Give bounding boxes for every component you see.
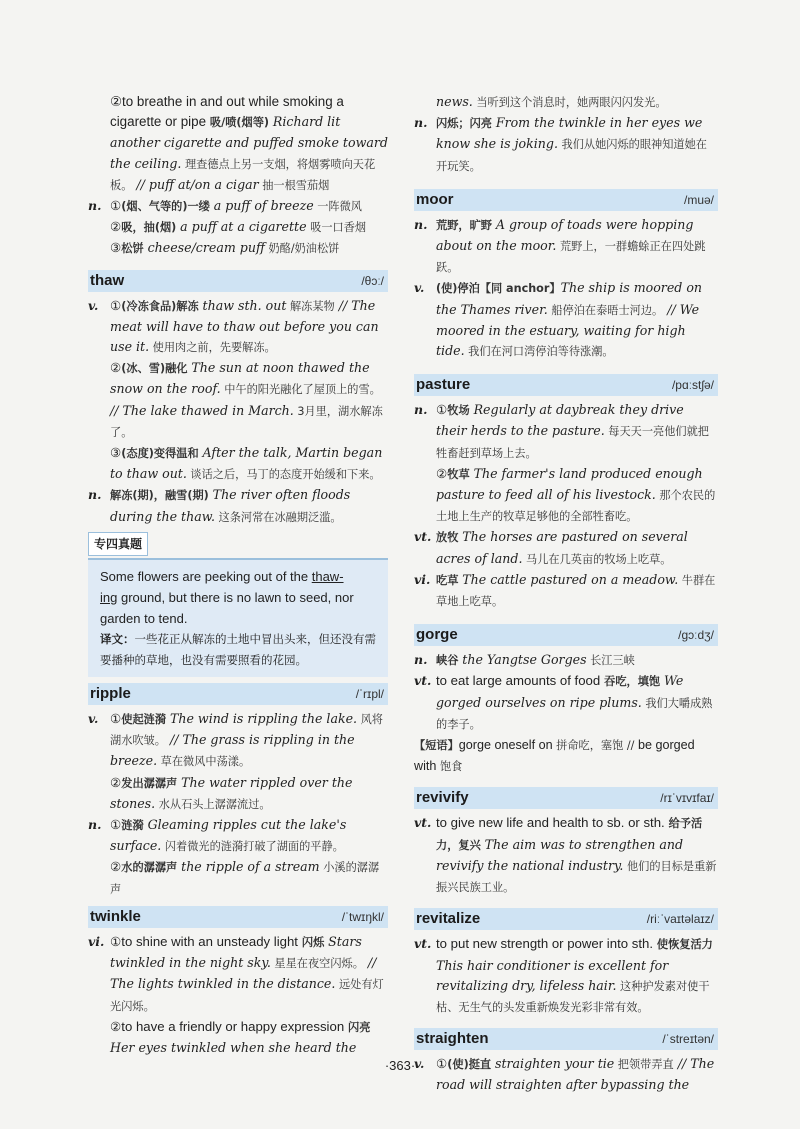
entry-header-ripple [88, 683, 388, 705]
entry-header-twinkle [88, 906, 388, 928]
phonetic: /ˈtwɪŋkl/ [341, 909, 384, 924]
puff-noun-senses: n. ①(烟、气等的)一缕 a puff of breeze 一阵微风 ②吸，抽(烟) a puff at a cigarette 吸一口香烟 ③松饼 cheese/cream puff 奶酪/奶油松饼 [88, 196, 388, 260]
page-number: ·363· [384, 1058, 416, 1073]
phonetic: /ˈrɪpl/ [355, 686, 384, 701]
phonetic: /gɔːdʒ/ [678, 628, 714, 643]
headword: twinkle [90, 907, 141, 925]
revitalize-vt-sense: vt. to put new strength or power into sth. 使恢复活力 This hair conditioner is excellent for revitalizing dry, lifeless hair. 这种护发素对使干枯、无生气的头发重新焕发光彩非常有效。 [414, 936, 713, 1014]
phonetic: /riːˈvaɪtəlaɪz/ [646, 912, 714, 927]
entry-header-thaw [88, 270, 388, 292]
pasture-noun-senses: n. ①牧场 Regularly at daybreak they drive their herds to the pasture. 每天天一亮他们就把牲畜赶到草场上去。 ②牧草 The farmer's land produced enough pasture to feed all of his livestock. 那个农民的土地上生产的牧草足够他的全部牲畜吃。 [414, 402, 716, 524]
headword: revivify [416, 789, 469, 807]
headword: revitalize [416, 910, 481, 928]
thaw-noun-sense: n. 解冻(期)，融雪(期) The river often floods during the thaw. 这条河常在冰融期泛滥。 [88, 487, 351, 524]
exam-box [88, 558, 388, 677]
moor-verb-sense: v. (使)停泊【同 anchor】The ship is moored on the Thames river. 船停泊在泰晤士河边。 // We moored in the estuary, waiting for high tide. 我们在河口湾停泊等待涨潮。 [414, 280, 703, 359]
puff-verb-sense-2: ②to breathe in and out while smoking a cigarette or pipe 吸/喷(烟等) Richard lit another cigarette and puffed smoke toward the ceiling. 理查德点上另一支烟，将烟雾喷向天花板。 // puff at/on a cigar 抽一根雪茄烟 [110, 94, 388, 192]
twinkle-verb-senses: vi. ①to shine with an unsteady light 闪烁 Stars twinkled in the night sky. 星星在夜空闪烁。 // The lights twinkled in the distance. 远处有灯光闪烁。 ②to have a friendly or happy expression 闪亮 Her eyes twinkled when she heard the [88, 933, 384, 1055]
headword: straighten [416, 1030, 489, 1047]
puff-noun-sense-2: ②吸，抽(烟) a puff at a cigarette 吸一口香烟 [110, 219, 367, 235]
straighten-verb-sense: v. ①(使)挺直 straighten your tie 把领带弄直 // The road will straighten after bypassing the [414, 1056, 715, 1093]
ripple-noun-senses: n. ①涟漪 Gleaming ripples cut the lake's surface. 闪着微光的涟漪打破了湖面的平静。 ②水的潺潺声 the ripple of a stream 小溪的潺潺声 [88, 817, 380, 896]
gorge-noun-sense: n. 峡谷 the Yangtse Gorges 长江三峡 [414, 652, 635, 668]
exam-tag: 专四真题 [88, 532, 148, 556]
phonetic: /ˈstreɪtən/ [662, 1032, 714, 1046]
twinkle-noun-sense: n. 闪烁；闪亮 From the twinkle in her eyes we know she is joking. 我们从她闪烁的眼神知道她在开玩笑。 [414, 115, 707, 173]
moor-noun-sense: n. 荒野，旷野 A group of toads were hopping about on the moor. 荒野上，一群蟾蜍正在四处跳跃。 [414, 216, 706, 275]
pasture-vt-sense: vt. 放牧 The horses are pastured on several acres of land. 马儿在几英亩的牧场上吃草。 [414, 529, 688, 566]
ripple-verb-senses: v. ①使起涟漪 The wind is rippling the lake. 风将湖水吹皱。 // The grass is rippling in the breeze. 草在微风中荡漾。 ②发出潺潺声 The water rippled over the stones. 水从石头上潺潺流过。 [88, 711, 383, 811]
entry-header-moor [414, 189, 718, 211]
puff-noun-sense-3: ③松饼 cheese/cream puff 奶酪/奶油松饼 [110, 240, 340, 256]
right-column [414, 92, 718, 1096]
entry-header-pasture [414, 374, 718, 396]
twinkle-continuation: news. 当听到这个消息时，她两眼闪闪发光。 [436, 94, 667, 109]
left-column [88, 92, 388, 1058]
gorge-vt-sense: vt. to eat large amounts of food 吞吃，填饱 We gorged ourselves on ripe plums. 我们大嚼成熟的李子。 [414, 673, 713, 731]
exam-sentence: Some flowers are peeking out of the thaw- ing ground, but there is no lawn to seed, nor garden to tend. [100, 569, 354, 627]
headword: ripple [90, 684, 131, 702]
entry-header-gorge [414, 624, 718, 646]
phonetic: /pɑːstʃə/ [671, 378, 714, 393]
headword: gorge [416, 626, 458, 644]
exam-translation: 译文：一些花正从解冻的土地中冒出头来，但还没有需要播种的草地，也没有需要照看的花园。 [100, 632, 376, 668]
entry-header-straighten [414, 1028, 718, 1050]
headword: pasture [416, 376, 471, 394]
revivify-vt-sense: vt. to give new life and health to sb. or sth. 给予活力，复兴 The aim was to strengthen and revivify the national industry. 他们的目标是重新振兴民族工业。 [414, 815, 717, 895]
puff-noun-sense-1: ①(烟、气等的)一缕 a puff of breeze 一阵微风 [110, 198, 362, 214]
phonetic: /rɪˈvɪvɪfaɪ/ [660, 791, 714, 806]
gorge-idioms: 【短语】gorge oneself on 拼命吃，塞饱 // be gorged with 饱食 [414, 738, 695, 774]
headword: thaw [90, 271, 125, 289]
headword: moor [416, 190, 454, 208]
pasture-vi-sense: vi. 吃草 The cattle pastured on a meadow. 牛群在草地上吃草。 [414, 571, 716, 609]
phonetic: /muə/ [683, 192, 714, 207]
entry-header-revitalize [414, 908, 718, 930]
entry-header-revivify [414, 787, 718, 809]
phonetic: /θɔː/ [361, 273, 384, 288]
thaw-verb-senses: v. ①(冷冻食品)解冻 thaw sth. out 解冻某物 // The meat will have to thaw out before you can use it. 使用肉之前，先要解冻。 ②(冰、雪)融化 The sun at noon thawed the snow on the roof. 中午的阳光融化了屋顶上的雪。 // The lake thawed in March. 3月里，湖水解冻了。 ③(态度)变得温和 After the talk, Martin began to thaw out. 谈话之后，马丁的态度开始缓和下来。 [88, 297, 383, 482]
